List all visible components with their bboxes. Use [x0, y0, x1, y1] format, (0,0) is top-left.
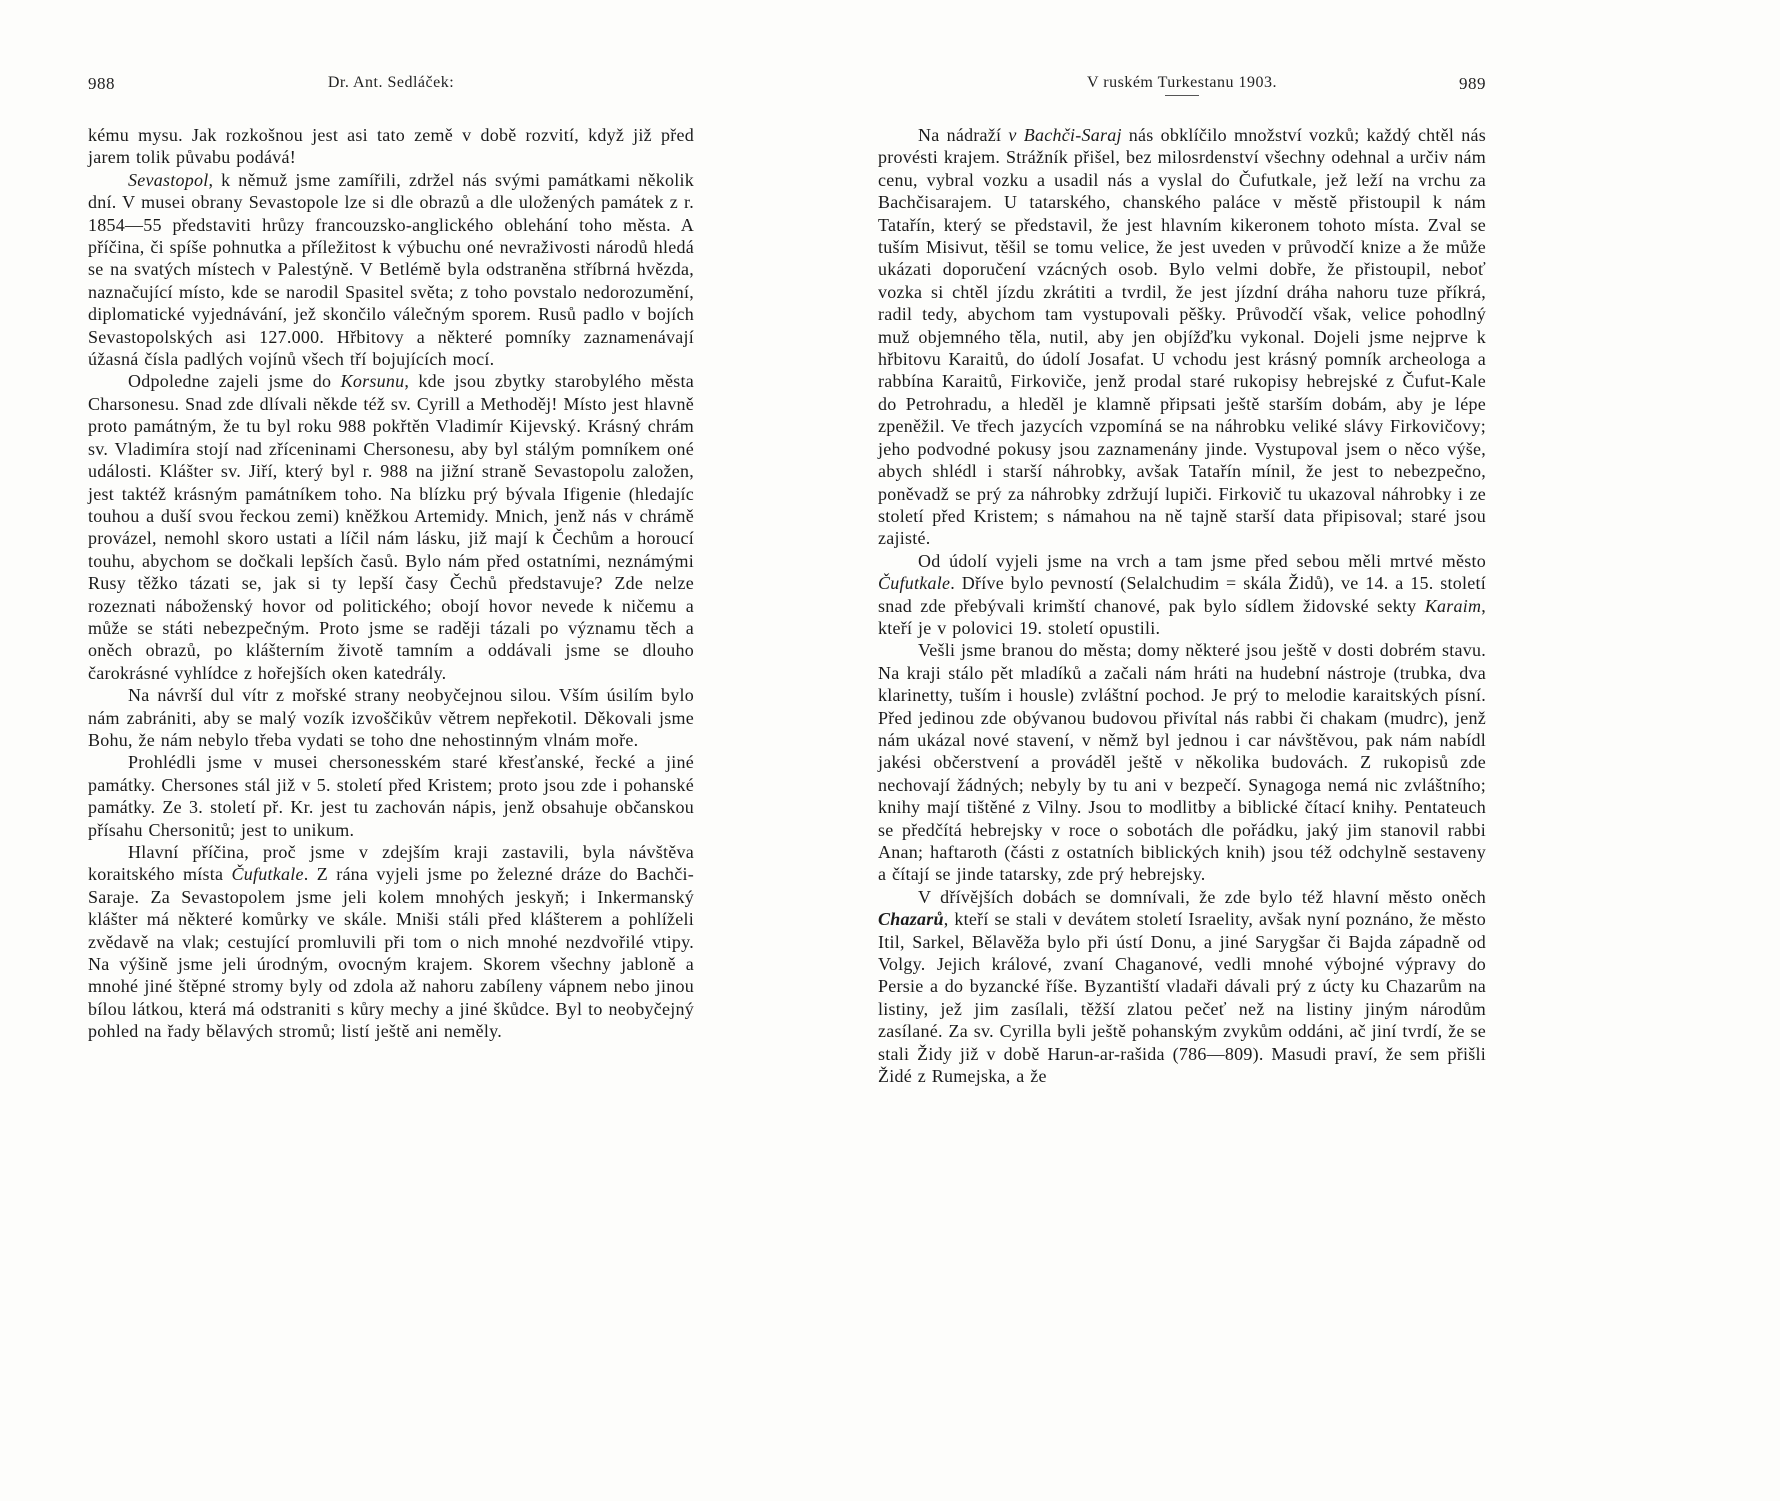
text-run: Od údolí vyjeli jsme na vrch a tam jsme před sebou měli mrtvé město [918, 550, 1486, 571]
text-run: Vešli jsme branou do města; domy některé jsou ještě v dosti dobrém stavu. Na kraji stálo pět mladíků a začali nám hráti na hudební nástroje (trubka, dva klarinetty, tuším i housle) zvláštní pochod. Je prý to melodie karaitských písní. Před jedinou zde obývanou budovou přivítal nás rabbi či chakam (mudrc), jenž nám ukázal nové stavení, v němž byl jednou i car návštěvou, pak nám nabídl jakési občerstvení a prováděl ještě v několika budovách. Z rukopisů zde nechovají žádných; nebyly by tu ani v bezpečí. Synagoga nemá nic zvláštního; knihy mají tištěné z Vilny. Jsou to modlitby a biblické čítací knihy. Pentateuch se předčítá hebrejsky v roce o sobotách dle pořádku, jaký jim stanovil rabbi Anan; haftaroth (části z ostatních biblických knih) jsou též odchylně sestaveny a čítají se jinde tatarsky, zde prý hebrejsky. [878, 640, 1486, 885]
paragraph [88, 841, 694, 1043]
paragraph [878, 124, 1486, 550]
text-run: Odpoledne zajeli jsme do [128, 371, 341, 392]
italic-term: Chazarů [878, 909, 944, 930]
page-number-left: 988 [88, 74, 115, 93]
paragraph [88, 684, 694, 751]
text-run: , k němuž jsme zamířili, zdržel nás svými památkami několik dní. V musei obrany Sevastopole lze si dle obrazů a dle uložených památek z r. 1854—55 představiti hrůzy francouzsko-anglického oblehání toho města. A příčina, či spíše pohnutka a příležitost k výbuchu oné nevraživosti národů hledá se na svatých místech v Palestýně. V Betlémě byla odstraněna stříbrná hvězda, naznačující místo, kde se narodil Spasitel světa; z toho povstalo nedorozumění, diplomatické vyjednávání, jež skončilo válečným sporem. Rusů padlo v bojích Sevastopolských asi 127.000. Hřbitovy a některé pomníky zaznamenávají úžasná čísla padlých vojínů všech tří bojujících mocí. [88, 169, 694, 370]
paragraph [88, 751, 694, 841]
paragraph [878, 886, 1486, 1088]
italic-term: Karaim [1424, 595, 1482, 616]
page-left [88, 74, 694, 1043]
paragraph [88, 124, 694, 169]
page-number-right: 989 [1459, 74, 1486, 93]
text-run: Prohlédli jsme v musei chersonesském staré křesťanské, řecké a jiné památky. Chersones stál již v 5. století před Kristem; proto jsou zde i pohanské památky. Ze 3. století př. Kr. jest tu zachován nápis, jenž obsahuje občanskou přísahu Chersonitů; jest to unikum. [88, 752, 694, 840]
page-header-right [878, 74, 1486, 100]
page-body-right [878, 124, 1486, 1087]
paragraph [88, 370, 694, 684]
running-header-right: V ruském Turkestanu 1903. [1087, 74, 1277, 91]
italic-term: Čufutkale [231, 864, 304, 885]
paragraph [878, 639, 1486, 885]
page-body-left [88, 124, 694, 1043]
text-run: Hlavní příčina, proč jsme v zdejším kraji zastavili, byla návštěva koraitského místa [88, 842, 694, 885]
text-run: . Dříve bylo pevností (Selalchudim = skála Židů), ve 14. a 15. století snad zde přebývali krimští chanové, pak bylo sídlem židovské sekty [878, 573, 1486, 616]
text-run: , kteří se stali v devátem století Israelity, avšak nyní poznáno, že město Itil, Sarkel, Bělavěža bylo při ústí Donu, a jiné Sarygšar či Bajda západně od Volgy. Jejich králové, zvaní Chaganové, vedli mnohé výbojné výpravy do Persie a do byzancké říše. Byzantiští vladaři dávali prý z úcty ku Chazarům na listiny, jež jim zasílali, těžší zlatou pečeť než na listiny jiným národům zasílané. Za sv. Cyrilla byli ještě pohanským zvykům oddáni, ač jiní tvrdí, že se stali Židy již v době Harun-ar-rašida (786—809). Masudi praví, že sem přišli Židé z Rumejska, a že [878, 909, 1486, 1087]
page-right [878, 74, 1486, 1087]
text-run: nás obklíčilo množství vozků; každý chtěl nás provésti krajem. Strážník přišel, bez milosrdenství všechny odehnal a určiv nám cenu, vybral vozku a usadil nás a vyslal do Čufutkale, jež leží na vrchu za Bachčisarajem. U tatarského, chanského paláce v městě přistoupil k nám Tatařín, který se představil, že jest hlavním kikeronem tohoto místa. Zval se tuším Misivut, těšil se tomu velice, že jest uveden v průvodčí knize a že může ukázati doporučení vzácných osob. Bylo velmi dobře, že přistoupil, neboť vozka si chtěl jízdu zkrátiti a tvrdil, že jest jízdní dráha nahoru tuze příkrá, radil tedy, abychom tam vystupovali pěšky. Průvodčí však, velice pohodlný muž objemného těla, nutil, aby jen objížďku vykonal. Dojeli jsme nejprve k hřbitovu Karaitů, do údolí Josafat. U vchodu jest krásný pomník archeologa a rabbína Karaitů, Firkoviče, jenž prodal staré rukopisy hebrejské z Čufut-Kale do Petrohradu, a hleděl je klamně připsati ještě starším dobám, aby je lépe zpeněžil. Ve třech jazycích vzpomíná se na náhrobku veliké slávy Firkovičovy; jeho podvodné pokusy jsou zaznamenány jinde. Vystupoval jsem o něco výše, abych shlédl i starší náhrobky, avšak Tatařín mínil, že jest to nebezpečno, poněvadž se prý za náhrobky zdržují lupiči. Firkovič tu ukazoval náhrobky i ze století před Kristem; s námahou na ně tajně starší data připisoval; staré jsou zajisté. [878, 125, 1487, 549]
page-header-left [88, 74, 694, 100]
text-run: kému mysu. Jak rozkošnou jest asi tato země v době rozvití, když již před jarem tolik půvabu podává! [88, 125, 694, 168]
header-rule [1165, 95, 1199, 96]
text-run: , kteří je v polovici 19. století opustili. [878, 595, 1486, 638]
text-run: Na nádraží [918, 125, 1009, 145]
text-run: Na návrší dul vítr z mořské strany neobyčejnou silou. Vším úsilím bylo nám zabrániti, aby se malý vozík izvoščikův větrem nepřekotil. Děkovali jsme Bohu, že nám nebylo třeba vydati se toho dne nehostinným vlnám moře. [88, 685, 694, 750]
text-run: V dřívějších dobách se domnívali, že zde bylo též hlavní město oněch [918, 886, 1486, 907]
text-run: , kde jsou zbytky starobylého města Charsonesu. Snad zde dlívali někde též sv. Cyrill a Methoděj! Místo jest hlavně proto památným, že tu byl roku 988 pokřtěn Vladimír Kijevský. Krásný chrám sv. Vladimíra stojí nad zříceninami Chersonesu, aby byl stálým pomníkem oné události. Klášter sv. Jiří, který byl r. 988 na jižní straně Sevastopolu založen, jest taktéž krásným památníkem toho. Na blízku prý bývala Ifigenie (hledajíc touhou a duší svou řeckou zemi) kněžkou Artemidy. Mnich, jenž nás v chrámě provázel, nemohl skoro ustati a líčil nám lásku, již mají k Čechům a horoucí touhu, abychom se dočkali lepších časů. Bylo nám před ostatními, neznámými Rusy těžko tázati se, jak si ty lepší časy Čechů představuje? Zde nelze rozeznati náboženský hovor od politického; obojí hovor nevede k ničemu a může se státi nebezpečným. Proto jsme se raději tázali po významu těch a oněch obrazů, po klášterním životě tamním a oddávali jsme se dlouho čarokrásné vyhlídce z hořejších oken katedrály. [88, 371, 695, 683]
italic-term: Sevastopol [128, 169, 209, 190]
paragraph [878, 550, 1486, 640]
italic-term: Korsunu [340, 371, 405, 392]
italic-term: Čufutkale [878, 573, 951, 594]
running-header-left: Dr. Ant. Sedláček: [327, 74, 455, 91]
text-run: . Z rána vyjeli jsme po železné dráze do Bachči-Saraje. Za Sevastopolem jsme jeli kolem mnohých jeskyň; i Inkermanský klášter má některé komůrky ve skále. Mniši stáli před klášterem a pohlíželi zvědavě na vlak; cestující promluvili při tom o nich mnohé nezdvořilé vtipy. Na výšině jsme jeli úrodným, ovocným krajem. Skorem všechny jabloně a mnohé jiné štěpné stromy byly od zdola až nahoru zabíleny vápnem nebo jinou bílou látkou, která má odstraniti s kůry mechy a jiné škůdce. Byl to neobyčejný pohled na řady bělavých stromů; listí ještě ani neměly. [88, 864, 694, 1042]
italic-term: v Bachči-Saraj [1008, 125, 1122, 145]
paragraph [88, 169, 694, 371]
